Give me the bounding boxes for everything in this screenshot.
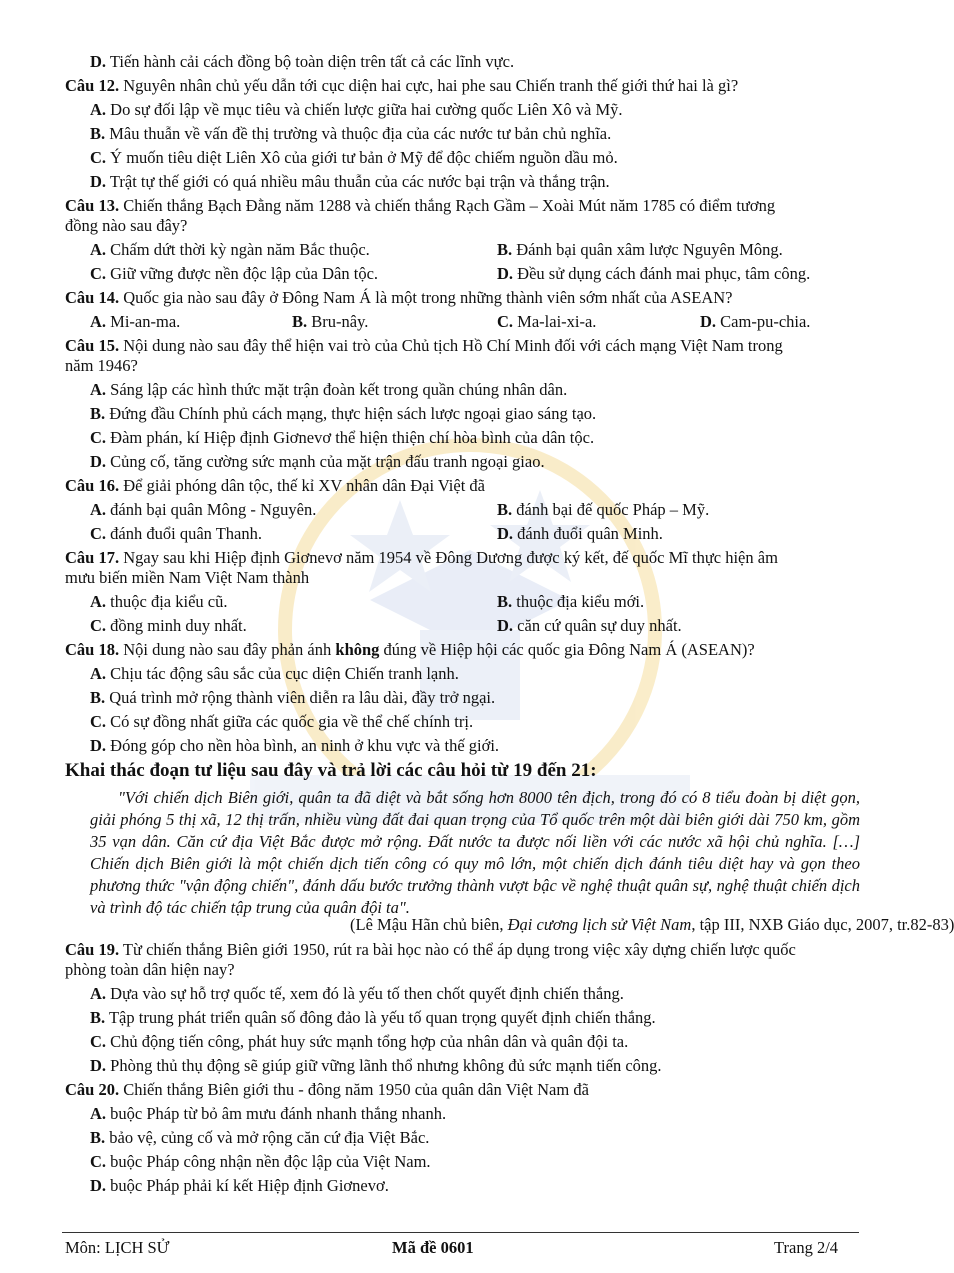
q13-option-d: D. Đều sử dụng cách đánh mai phục, tâm công. bbox=[497, 264, 811, 283]
q18-option-c: C. Có sự đồng nhất giữa các quốc gia về thể chế chính trị. bbox=[90, 712, 474, 731]
question-19-cont: phòng toàn dân hiện nay? bbox=[65, 960, 235, 979]
question-13: Câu 13. Chiến thắng Bạch Đằng năm 1288 và chiến thắng Rạch Gầm – Xoài Mút năm 1785 có điểm tương bbox=[65, 196, 776, 215]
question-17-cont: mưu biến miền Nam Việt Nam thành bbox=[65, 568, 310, 587]
section-heading: Khai thác đoạn tư liệu sau đây và trả lời các câu hỏi từ 19 đến 21: bbox=[65, 760, 597, 781]
q16-option-c: C. đánh đuổi quân Thanh. bbox=[90, 524, 263, 543]
q16-option-b: B. đánh bại đế quốc Pháp – Mỹ. bbox=[497, 500, 710, 519]
source-quote: "Với chiến dịch Biên giới, quân ta đã diệt và bắt sống hơn 8000 tên địch, trong đó có 8 tiểu đoàn bị diệt gọn, giải phóng 5 thị xã, 12 thị trấn, nhiều vùng đất đai quan trọng của Tổ quốc trên một dài biên giới dài 750 km, gồm 35 vạn dân. Căn cứ địa Việt Bắc được mở rộng. Đất nước ta được nối liền với các nước xã hội chủ nghĩa. […] Chiến dịch Biên giới là một chiến dịch tiến công có quy mô lớn, một chiến dịch đánh tiêu diệt hay và gọn theo phương thức "vận động chiến", đánh dấu bước trưởng thành vượt bậc về nghệ thuật quân sự, nghệ thuật chiến dịch và trình độ tác chiến tập trung của quân đội ta". bbox=[90, 788, 860, 917]
q17-option-b: B. thuộc địa kiểu mới. bbox=[497, 592, 645, 611]
question-16: Câu 16. Để giải phóng dân tộc, thế kỉ XV nhân dân Đại Việt đã bbox=[65, 476, 485, 495]
question-18: Câu 18. Nội dung nào sau đây phản ánh không đúng về Hiệp hội các quốc gia Đông Nam Á (ASEAN)? bbox=[65, 640, 755, 659]
q19-option-a: A. Dựa vào sự hỗ trợ quốc tế, xem đó là yếu tố then chốt quyết định chiến thắng. bbox=[90, 984, 624, 1003]
q20-option-d: D. buộc Pháp phải kí kết Hiệp định Giơnevơ. bbox=[90, 1176, 389, 1195]
source-citation: (Lê Mậu Hãn chủ biên, Đại cương lịch sử Việt Nam, tập III, NXB Giáo dục, 2007, tr.82-83) bbox=[350, 915, 954, 934]
footer-exam-code: Mã đề 0601 bbox=[392, 1238, 474, 1257]
q12-option-d: D. Trật tự thế giới có quá nhiều mâu thuẫn của các nước bại trận và thắng trận. bbox=[90, 172, 610, 191]
prev-option-d: D. Tiến hành cải cách đồng bộ toàn diện trên tất cả các lĩnh vực. bbox=[90, 52, 515, 71]
question-15: Câu 15. Nội dung nào sau đây thể hiện vai trò của Chủ tịch Hồ Chí Minh đối với cách mạng Việt Nam trong bbox=[65, 336, 783, 355]
question-13-cont: đồng nào sau đây? bbox=[65, 216, 188, 235]
q16-option-d: D. đánh đuổi quân Minh. bbox=[497, 524, 663, 543]
q13-option-c: C. Giữ vững được nền độc lập của Dân tộc. bbox=[90, 264, 379, 283]
q13-option-a: A. Chấm dứt thời kỳ ngàn năm Bắc thuộc. bbox=[90, 240, 370, 259]
footer-divider bbox=[62, 1232, 859, 1233]
q17-option-a: A. thuộc địa kiểu cũ. bbox=[90, 592, 228, 611]
q19-option-c: C. Chủ động tiến công, phát huy sức mạnh tổng hợp của nhân dân và quân đội ta. bbox=[90, 1032, 629, 1051]
question-14: Câu 14. Quốc gia nào sau đây ở Đông Nam Á là một trong những thành viên sớm nhất của ASEAN? bbox=[65, 288, 733, 307]
q17-option-c: C. đồng minh duy nhất. bbox=[90, 616, 247, 635]
footer-subject: Môn: LỊCH SỬ bbox=[65, 1238, 170, 1257]
q13-option-b: B. Đánh bại quân xâm lược Nguyên Mông. bbox=[497, 240, 783, 259]
question-17: Câu 17. Ngay sau khi Hiệp định Giơnevơ năm 1954 về Đông Dương được ký kết, đế quốc Mĩ thực hiện âm bbox=[65, 548, 778, 567]
q17-option-d: D. căn cứ quân sự duy nhất. bbox=[497, 616, 682, 635]
q18-option-b: B. Quá trình mở rộng thành viên diễn ra lâu dài, đầy trở ngại. bbox=[90, 688, 496, 707]
question-19: Câu 19. Từ chiến thắng Biên giới 1950, rút ra bài học nào có thể áp dụng trong việc xây dựng chiến lược quốc bbox=[65, 940, 796, 959]
q15-option-b: B. Đứng đầu Chính phủ cách mạng, thực hiện sách lược ngoại giao sáng tạo. bbox=[90, 404, 597, 423]
q15-option-a: A. Sáng lập các hình thức mặt trận đoàn kết trong quần chúng nhân dân. bbox=[90, 380, 568, 399]
footer-page-number: Trang 2/4 bbox=[774, 1238, 839, 1257]
q12-option-a: A. Do sự đối lập về mục tiêu và chiến lược giữa hai cường quốc Liên Xô và Mỹ. bbox=[90, 100, 623, 119]
q19-option-b: B. Tập trung phát triển quân số đông đảo là yếu tố quan trọng quyết định chiến thắng. bbox=[90, 1008, 656, 1027]
q12-option-b: B. Mâu thuẫn về vấn đề thị trường và thuộc địa của các nước tư bản chủ nghĩa. bbox=[90, 124, 612, 143]
q15-option-d: D. Củng cố, tăng cường sức mạnh của mặt trận đấu tranh ngoại giao. bbox=[90, 452, 545, 471]
q20-option-b: B. bảo vệ, củng cố và mở rộng căn cứ địa Việt Bắc. bbox=[90, 1128, 430, 1147]
q16-option-a: A. đánh bại quân Mông - Nguyên. bbox=[90, 500, 317, 519]
q15-option-c: C. Đàm phán, kí Hiệp định Giơnevơ thể hiện thiện chí hòa bình của dân tộc. bbox=[90, 428, 595, 447]
question-15-cont: năm 1946? bbox=[65, 356, 138, 375]
question-12: Câu 12. Nguyên nhân chủ yếu dẫn tới cục diện hai cực, hai phe sau Chiến tranh thế giới thứ hai là gì? bbox=[65, 76, 739, 95]
q20-option-c: C. buộc Pháp công nhận nền độc lập của Việt Nam. bbox=[90, 1152, 431, 1171]
question-20: Câu 20. Chiến thắng Biên giới thu - đông năm 1950 của quân dân Việt Nam đã bbox=[65, 1080, 589, 1099]
q19-option-d: D. Phòng thủ thụ động sẽ giúp giữ vững lãnh thổ nhưng không đủ sức mạnh tiến công. bbox=[90, 1056, 662, 1075]
q14-option-a: A. Mi-an-ma. bbox=[90, 312, 181, 331]
q12-option-c: C. Ý muốn tiêu diệt Liên Xô của giới tư bản ở Mỹ để độc chiếm nguồn dầu mỏ. bbox=[90, 148, 618, 167]
q14-option-d: D. Cam-pu-chia. bbox=[700, 312, 811, 331]
q14-option-b: B. Bru-nây. bbox=[292, 312, 369, 331]
q18-option-a: A. Chịu tác động sâu sắc của cục diện Chiến tranh lạnh. bbox=[90, 664, 459, 683]
q14-option-c: C. Ma-lai-xi-a. bbox=[497, 312, 597, 331]
q20-option-a: A. buộc Pháp từ bỏ âm mưu đánh nhanh thắng nhanh. bbox=[90, 1104, 447, 1123]
q18-option-d: D. Đóng góp cho nền hòa bình, an ninh ở khu vực và thế giới. bbox=[90, 736, 500, 755]
